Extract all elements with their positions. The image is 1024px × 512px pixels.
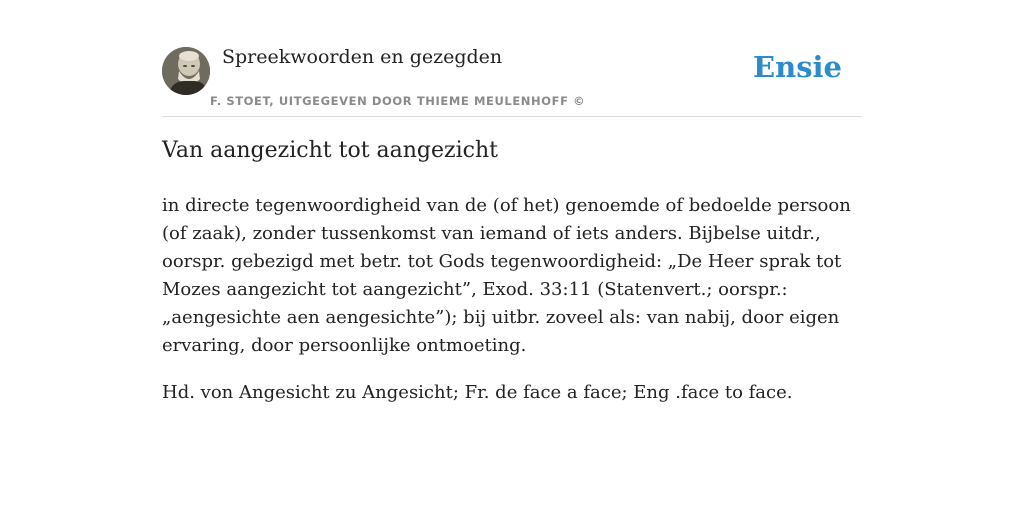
entry-content — [162, 192, 862, 426]
publisher-credit: F. STOET, UITGEGEVEN DOOR THIEME MEULENHOFF © — [210, 94, 586, 108]
entry-title: Van aangezicht tot aangezicht — [162, 138, 498, 163]
author-portrait-icon — [162, 47, 210, 95]
book-title[interactable]: Spreekwoorden en gezegden — [222, 46, 503, 68]
definition-paragraph: in directe tegenwoordigheid van de (of het) genoemde of bedoelde persoon (of zaak), zonder tussenkomst van iemand of iets anders. Bijbelse uitdr., oorspr. gebezigd met betr. tot Gods tegenwoordigheid: „De Heer sprak tot Mozes aangezicht tot aangezicht”, Exod. 33:11 (Statenvert.; oorspr.: „aengesichte aen aengesichte”); bij uitbr. zoveel als: van nabij, door eigen ervaring, door persoonlijke ontmoeting. — [162, 195, 851, 356]
translations-paragraph: Hd. von Angesicht zu Angesicht; Fr. de face a face; Eng .face to face. — [162, 382, 793, 403]
header — [162, 44, 862, 117]
ensie-logo[interactable]: Ensie — [753, 50, 842, 84]
